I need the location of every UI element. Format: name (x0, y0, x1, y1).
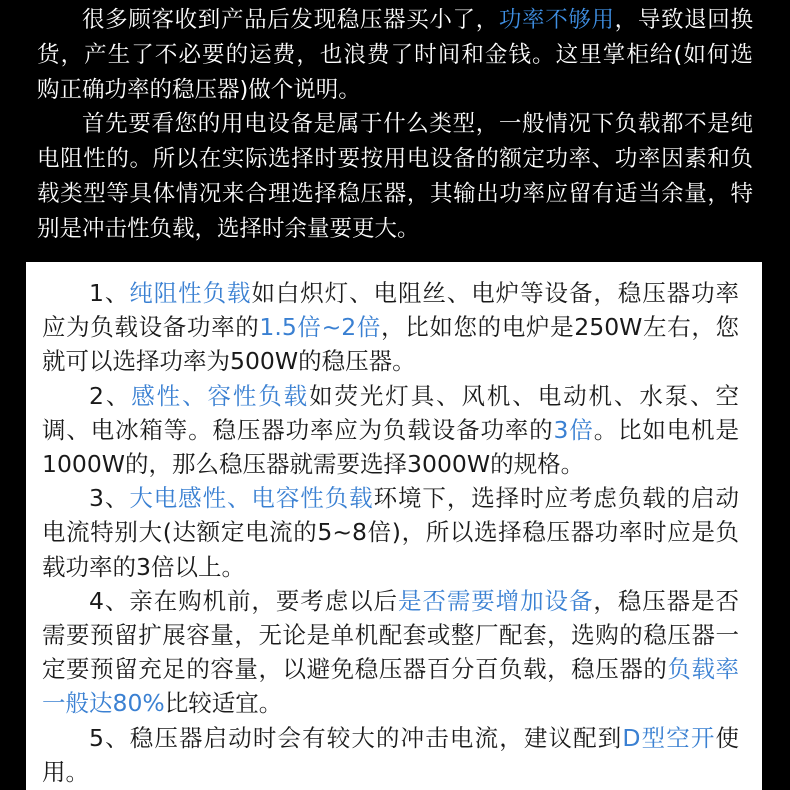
highlighted-text: 功率不够用 (498, 7, 615, 33)
text-line (42, 584, 739, 618)
text-segment: 货，产生了不必要的运费，也浪费了时间和金钱。这里掌柜给(如何选 (37, 41, 753, 68)
text-line (42, 481, 739, 515)
tip-item (42, 481, 739, 584)
text-line (42, 618, 739, 652)
highlighted-text: 1.5倍~2倍 (259, 313, 382, 342)
highlighted-text: 大电感性、电容性负载 (129, 484, 374, 513)
text-line (42, 379, 739, 413)
text-line (37, 212, 753, 247)
intro-paragraph (37, 3, 753, 107)
text-segment: 首先要看您的用电设备是属于什么类型，一般情况下负载都不是纯 (82, 111, 753, 138)
highlighted-text: 一般达80% (42, 689, 165, 718)
text-segment: 使 (715, 723, 739, 752)
text-line (37, 142, 753, 177)
text-segment: 载类型等具体情况来合理选择稳压器，其输出功率应留有适当余量，特 (37, 180, 753, 207)
text-segment: 电流特别大(达额定电流的5~8倍)，所以选择稳压器功率时应是负 (42, 518, 739, 547)
text-segment: 4、亲在购机前，要考虑以后 (89, 586, 398, 615)
text-line (37, 107, 753, 142)
text-segment: 5、稳压器启动时会有较大的冲击电流，建议配到 (89, 723, 623, 752)
intro-text (37, 3, 753, 247)
text-line (42, 686, 739, 720)
text-segment: 2、 (89, 381, 132, 410)
text-segment: ，稳压器是否 (593, 586, 739, 615)
text-segment: 购正确功率的稳压器)做个说明。 (37, 76, 361, 103)
highlighted-text: D型空开 (622, 723, 716, 752)
text-segment: 如白炽灯、电阻丝、电炉等设备，稳压器功率 (251, 279, 739, 307)
text-line (42, 515, 739, 549)
text-segment: 用。 (42, 757, 89, 786)
text-line (42, 413, 739, 447)
text-line (42, 755, 739, 789)
text-segment: 电阻性的。所以在实际选择时要按用电设备的额定功率、功率因素和负 (37, 146, 753, 173)
text-segment: 如荧光灯具、风机、电动机、水泵、空 (309, 381, 739, 410)
text-line (42, 721, 739, 755)
text-segment: 载功率的3倍以上。 (42, 552, 245, 581)
tips-panel (26, 262, 762, 790)
text-segment: 比较适宜。 (164, 689, 283, 718)
highlighted-text: 3倍 (553, 415, 594, 444)
text-segment: 定要预留充足的容量，以避免稳压器百分百负载，稳压器的 (42, 655, 668, 684)
text-segment: 3、 (89, 484, 130, 513)
text-line (37, 3, 753, 38)
text-line (42, 276, 739, 310)
tip-item (42, 721, 739, 789)
text-segment: 就可以选择功率为500W的稳压器。 (42, 347, 416, 376)
intro-paragraph (37, 107, 753, 246)
highlighted-text: 是否需要增加设备 (397, 586, 594, 615)
text-segment: 需要预留扩展容量，无论是单机配套或整厂配套，选购的稳压器一 (42, 621, 739, 650)
text-line (42, 344, 739, 378)
tip-item (42, 584, 739, 721)
text-line (42, 652, 739, 686)
text-segment: 很多顾客收到产品后发现稳压器买小了， (82, 7, 499, 33)
text-segment: 调、电冰箱等。稳压器功率应为负载设备功率的 (42, 415, 554, 444)
text-segment: 应为负载设备功率的 (42, 313, 260, 342)
text-line (37, 73, 753, 108)
text-segment: ，导致退回换 (614, 7, 753, 33)
text-segment: 。比如电机是 (593, 415, 739, 444)
text-segment: 环境下，选择时应考虑负载的启动 (373, 484, 739, 513)
text-line (42, 447, 739, 481)
text-line (42, 550, 739, 584)
tip-item (42, 276, 739, 379)
tip-item (42, 379, 739, 482)
highlighted-text: 感性、容性负载 (131, 381, 310, 410)
text-segment: 1、 (89, 279, 130, 307)
text-line (42, 310, 739, 344)
text-line (37, 38, 753, 73)
text-segment: 1000W的，那么稳压器就需要选择3000W的规格。 (42, 450, 585, 479)
text-line (37, 177, 753, 212)
highlighted-text: 纯阻性负载 (129, 279, 252, 307)
highlighted-text: 负载率 (667, 655, 739, 684)
text-segment: 别是冲击性负载，选择时余量要更大。 (37, 215, 420, 242)
text-segment: ，比如您的电炉是250W左右，您 (381, 313, 739, 342)
